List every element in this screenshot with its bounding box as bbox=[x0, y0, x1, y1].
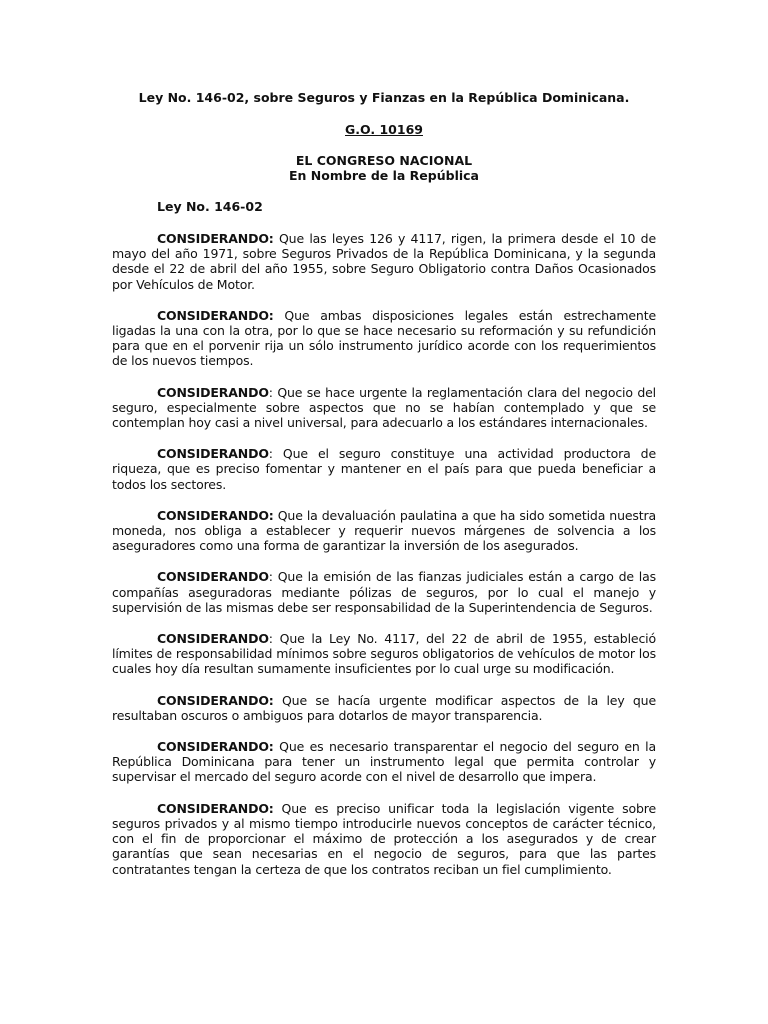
considerando-label: CONSIDERANDO: bbox=[157, 739, 274, 755]
considerando-paragraph bbox=[112, 801, 656, 877]
considerando-label: CONSIDERANDO: bbox=[157, 231, 274, 246]
en-nombre-label: En Nombre de la República bbox=[289, 168, 479, 183]
considerando-label: CONSIDERANDO bbox=[157, 446, 269, 462]
ley-number-label: Ley No. 146-02 bbox=[157, 199, 263, 214]
gaceta-oficial-number bbox=[112, 122, 656, 138]
considerando-paragraph bbox=[112, 508, 656, 554]
considerando-paragraph bbox=[112, 231, 656, 292]
considerando-text: : Que la emisión de las fianzas judiciales están a cargo de las compañías aseguradoras mediante pólizas de seguros, por lo cual el manejo y supervisión de las mismas debe ser responsabilidad de la Superintendencia de Seguros. bbox=[112, 569, 656, 615]
considerando-text: Que es necesario transparentar el negocio del seguro en la República Dominicana para tener un instrumento legal que permita controlar y supervisar el mercado del seguro acorde con el nivel de desarrollo que impera. bbox=[112, 739, 656, 785]
considerando-text: Que las leyes 126 y 4117, rigen, la primera desde el 10 de mayo del año 1971, sobre Seguros Privados de la República Dominicana, y la segunda desde el 22 de abril del año 1955, sobre Seguro Obligatorio contra Daños Ocasionados por Vehículos de Motor. bbox=[112, 231, 656, 292]
considerando-paragraph bbox=[112, 308, 656, 369]
congreso-heading bbox=[112, 153, 656, 183]
considerando-text: : Que se hace urgente la reglamentación clara del negocio del seguro, especialmente sobre aspectos que no se habían contemplado y que se contemplan hoy casi a nivel universal, para adecuarlo a los estándares internacionales. bbox=[112, 384, 656, 431]
considerando-paragraph bbox=[112, 569, 656, 615]
document-body bbox=[112, 90, 656, 889]
considerando-text: : Que el seguro constituye una actividad productora de riqueza, que es preciso fomentar y mantener en el país para que pueda beneficiar a todos los sectores. bbox=[112, 446, 656, 492]
considerando-paragraph bbox=[112, 385, 656, 431]
considerando-label: CONSIDERANDO bbox=[157, 631, 269, 647]
considerando-text: Que se hacía urgente modificar aspectos de la ley que resultaban oscuros o ambiguos para dotarlos de mayor transparencia. bbox=[112, 692, 656, 723]
gaceta-oficial-label: G.O. 10169 bbox=[345, 122, 423, 137]
congreso-nacional-label: EL CONGRESO NACIONAL bbox=[295, 153, 473, 168]
considerando-text: Que ambas disposiciones legales están estrechamente ligadas la una con la otra, por lo que se hace necesario su reformación y su refundición para que en el porvenir rija un sólo instrumento jurídico acorde con los requerimientos de los nuevos tiempos. bbox=[112, 307, 656, 369]
considerando-text: : Que la Ley No. 4117, del 22 de abril de 1955, estableció límites de responsabilidad mínimos sobre seguros obligatorios de vehículos de motor los cuales hoy día resultan sumamente insuficientes por lo cual urge su modificación. bbox=[112, 631, 656, 677]
considerando-label: CONSIDERANDO: bbox=[157, 692, 274, 708]
considerandos-list bbox=[112, 231, 656, 877]
considerando-text: Que es preciso unificar toda la legislación vigente sobre seguros privados y al mismo tiempo introducirle nuevos conceptos de carácter técnico, con el fin de proporcionar el máximo de protección a los asegurados y de crear garantías que sean necesarias en el negocio de seguros, para que las partes contratantes tengan la certeza de que los contratos reciban un fiel cumplimiento. bbox=[112, 800, 656, 877]
considerando-paragraph bbox=[112, 631, 656, 677]
considerando-label: CONSIDERANDO bbox=[157, 569, 269, 585]
document-title: Ley No. 146-02, sobre Seguros y Fianzas en la República Dominicana. bbox=[138, 90, 630, 105]
considerando-text: Que la devaluación paulatina a que ha sido sometida nuestra moneda, nos obliga a establecer y requerir nuevos márgenes de solvencia a los aseguradores como una forma de garantizar la inversión de los asegurados. bbox=[112, 507, 656, 554]
considerando-label: CONSIDERANDO: bbox=[157, 800, 274, 816]
considerando-label: CONSIDERANDO: bbox=[157, 507, 274, 523]
considerando-paragraph bbox=[112, 446, 656, 492]
considerando-label: CONSIDERANDO bbox=[157, 384, 269, 400]
considerando-label: CONSIDERANDO: bbox=[157, 307, 274, 323]
considerando-paragraph bbox=[112, 739, 656, 785]
considerando-paragraph bbox=[112, 693, 656, 723]
